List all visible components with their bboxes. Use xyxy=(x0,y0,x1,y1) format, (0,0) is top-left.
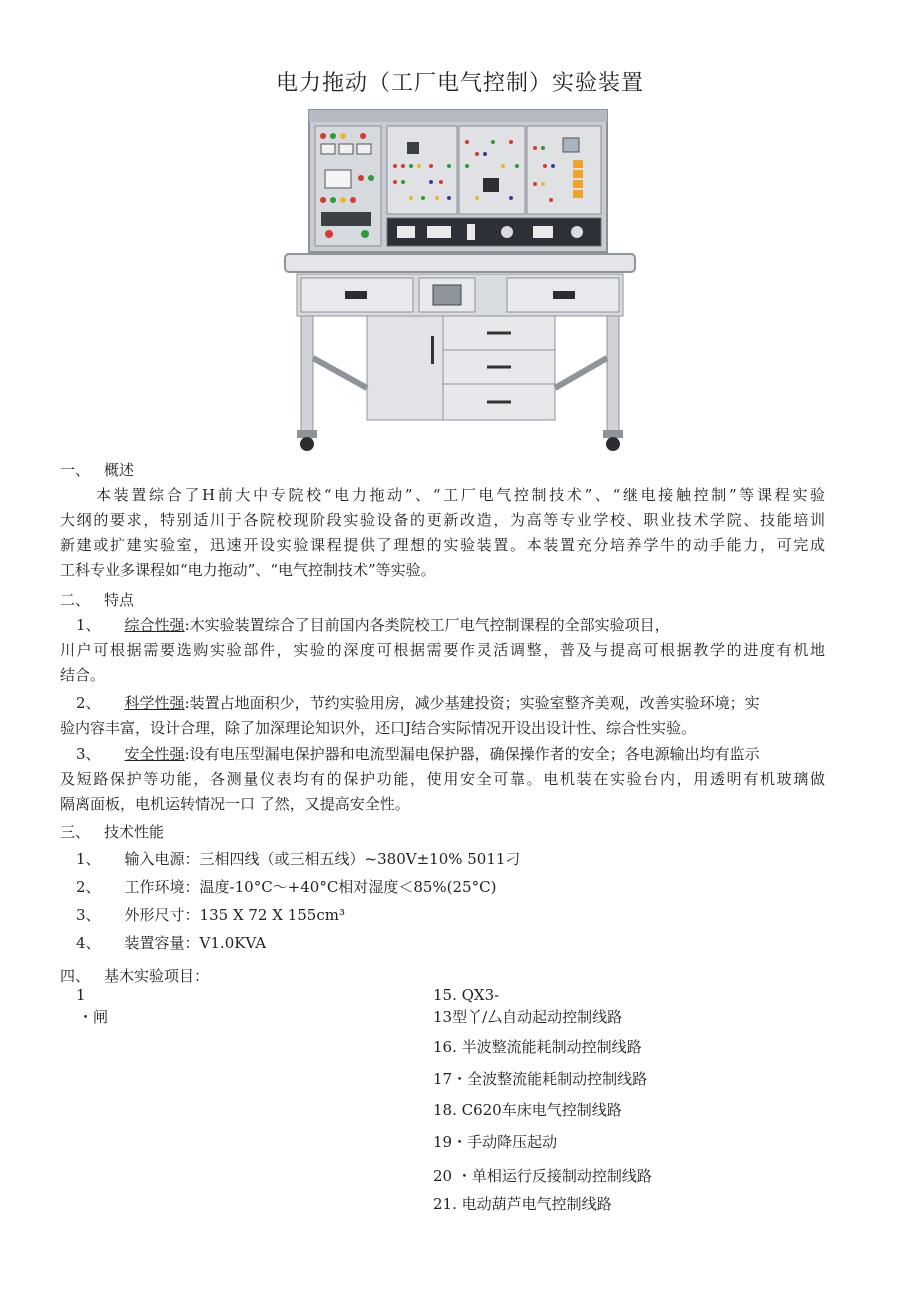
page-title: 电力拖动（工厂电气控制）实验装置 xyxy=(275,71,644,96)
spec-item-text: 外形尺寸：135 X 72 X 155cm³ xyxy=(124,906,345,924)
overview-line-1: 本装置综合了H前大中专院校“电力拖动”、“工厂电气控制技术”、“继电接触控制”等课程实验 xyxy=(96,486,825,504)
specs-heading-number: 三、 xyxy=(60,823,91,841)
feature-3-text: :设有电压型漏电保护器和电流型漏电保护器，确保操作者的安全；各电源输出均有监示 xyxy=(184,745,760,763)
feature-2-term: 科学性强 xyxy=(124,694,185,712)
experiment-item: 15. QX3- xyxy=(433,986,500,1004)
specs-heading xyxy=(60,820,164,844)
experiments-heading xyxy=(60,964,209,988)
spec-item-text: 装置容量：V1.0KVA xyxy=(124,934,267,952)
feature-1-line-2: 川户可根据需要选购实验部件，实验的深度可根据需要作灵活调整，普及与提高可根据教学的进度有机地 xyxy=(60,641,825,659)
overview-heading-text: 概述 xyxy=(104,461,135,479)
spec-item-3 xyxy=(76,903,345,927)
spec-item-text: 输入电源：三相四线（或三相五线）~380V±10% 5011刁 xyxy=(124,850,521,868)
features-heading xyxy=(60,588,134,612)
overview-heading xyxy=(60,458,134,482)
experiment-item: 13型丫/厶自动起动控制线路 xyxy=(433,1008,623,1026)
feature-1-term: 综合性强 xyxy=(124,616,185,634)
feature-1-line-3: 结合。 xyxy=(60,666,106,684)
experiment-item: 18. C620车床电气控制线路 xyxy=(433,1101,622,1119)
experiment-item: 16. 半波整流能耗制动控制线路 xyxy=(433,1038,642,1056)
spec-item-4 xyxy=(76,931,266,955)
overview-line-3: 新建或扩建实验室，迅速开设实验课程提供了理想的实验装置。本装置充分培养学牛的动手能力，可完成 xyxy=(60,536,825,554)
feature-1-text: :木实验装置综合了目前国内各类院校工厂电气控制课程的全部实验项目， xyxy=(184,616,670,634)
overview-line-2: 大纲的要求，特别适川于各院校现阶段实验设备的更新改造，为高等专业学校、职业技术学院、技能培训 xyxy=(60,511,825,529)
experiments-heading-number: 四、 xyxy=(60,967,91,985)
spec-item-1 xyxy=(76,847,520,871)
feature-2-line-1 xyxy=(76,691,760,715)
spec-item-number: 1、 xyxy=(76,850,101,868)
feature-2-line-2: 验内容丰富，设计合理，除了加深理论知识外，还口J结合实际情况开设出设计性、综合性实验。 xyxy=(60,719,697,737)
feature-2-text: :装置占地面积少，节约实验用房，减少基建投资；实验室整齐美观，改善实验环境；实 xyxy=(184,694,760,712)
spec-item-text: 工作环境：温度-10°C～+40°C相对湿度＜85%(25°C) xyxy=(124,878,497,896)
experiments-heading-text: 基木实验项目： xyxy=(104,967,210,985)
feature-1-number: 1、 xyxy=(76,616,101,634)
feature-3-term: 安全性强 xyxy=(124,745,185,763)
feature-3-line-2: 及短路保护等功能，各测量仪表均有的保护功能，使用安全可靠。电机装在实验台内，用透明有机玻璃做 xyxy=(60,770,825,788)
overview-heading-number: 一、 xyxy=(60,461,91,479)
experiment-item: 21. 电动葫芦电气控制线路 xyxy=(433,1195,612,1213)
spec-item-number: 4、 xyxy=(76,934,101,952)
experiment-item: 20 ・单相运行反接制动控制线路 xyxy=(433,1167,652,1185)
feature-1-line-1 xyxy=(76,613,670,637)
feature-3-line-1 xyxy=(76,742,760,766)
experiment-left-number: 1 xyxy=(76,986,86,1004)
lab-bench-illustration xyxy=(281,108,639,458)
specs-heading-text: 技术性能 xyxy=(104,823,165,841)
features-heading-text: 特点 xyxy=(104,591,135,609)
experiment-item: 17・全波整流能耗制动控制线路 xyxy=(433,1070,648,1088)
feature-3-number: 3、 xyxy=(76,745,101,763)
overview-line-4: 工科专业多课程如“电力拖动”、“电气控制技术”等实验。 xyxy=(60,561,436,579)
feature-2-number: 2、 xyxy=(76,694,101,712)
spec-item-number: 2、 xyxy=(76,878,101,896)
experiment-item: 19・手动降压起动 xyxy=(433,1133,558,1151)
spec-item-number: 3、 xyxy=(76,906,101,924)
feature-3-line-3: 隔离面板，电机运转情况一口 了然，又提高安全性。 xyxy=(60,795,410,813)
features-heading-number: 二、 xyxy=(60,591,91,609)
spec-item-2 xyxy=(76,875,496,899)
experiment-left-text: ・闸 xyxy=(78,1008,109,1026)
